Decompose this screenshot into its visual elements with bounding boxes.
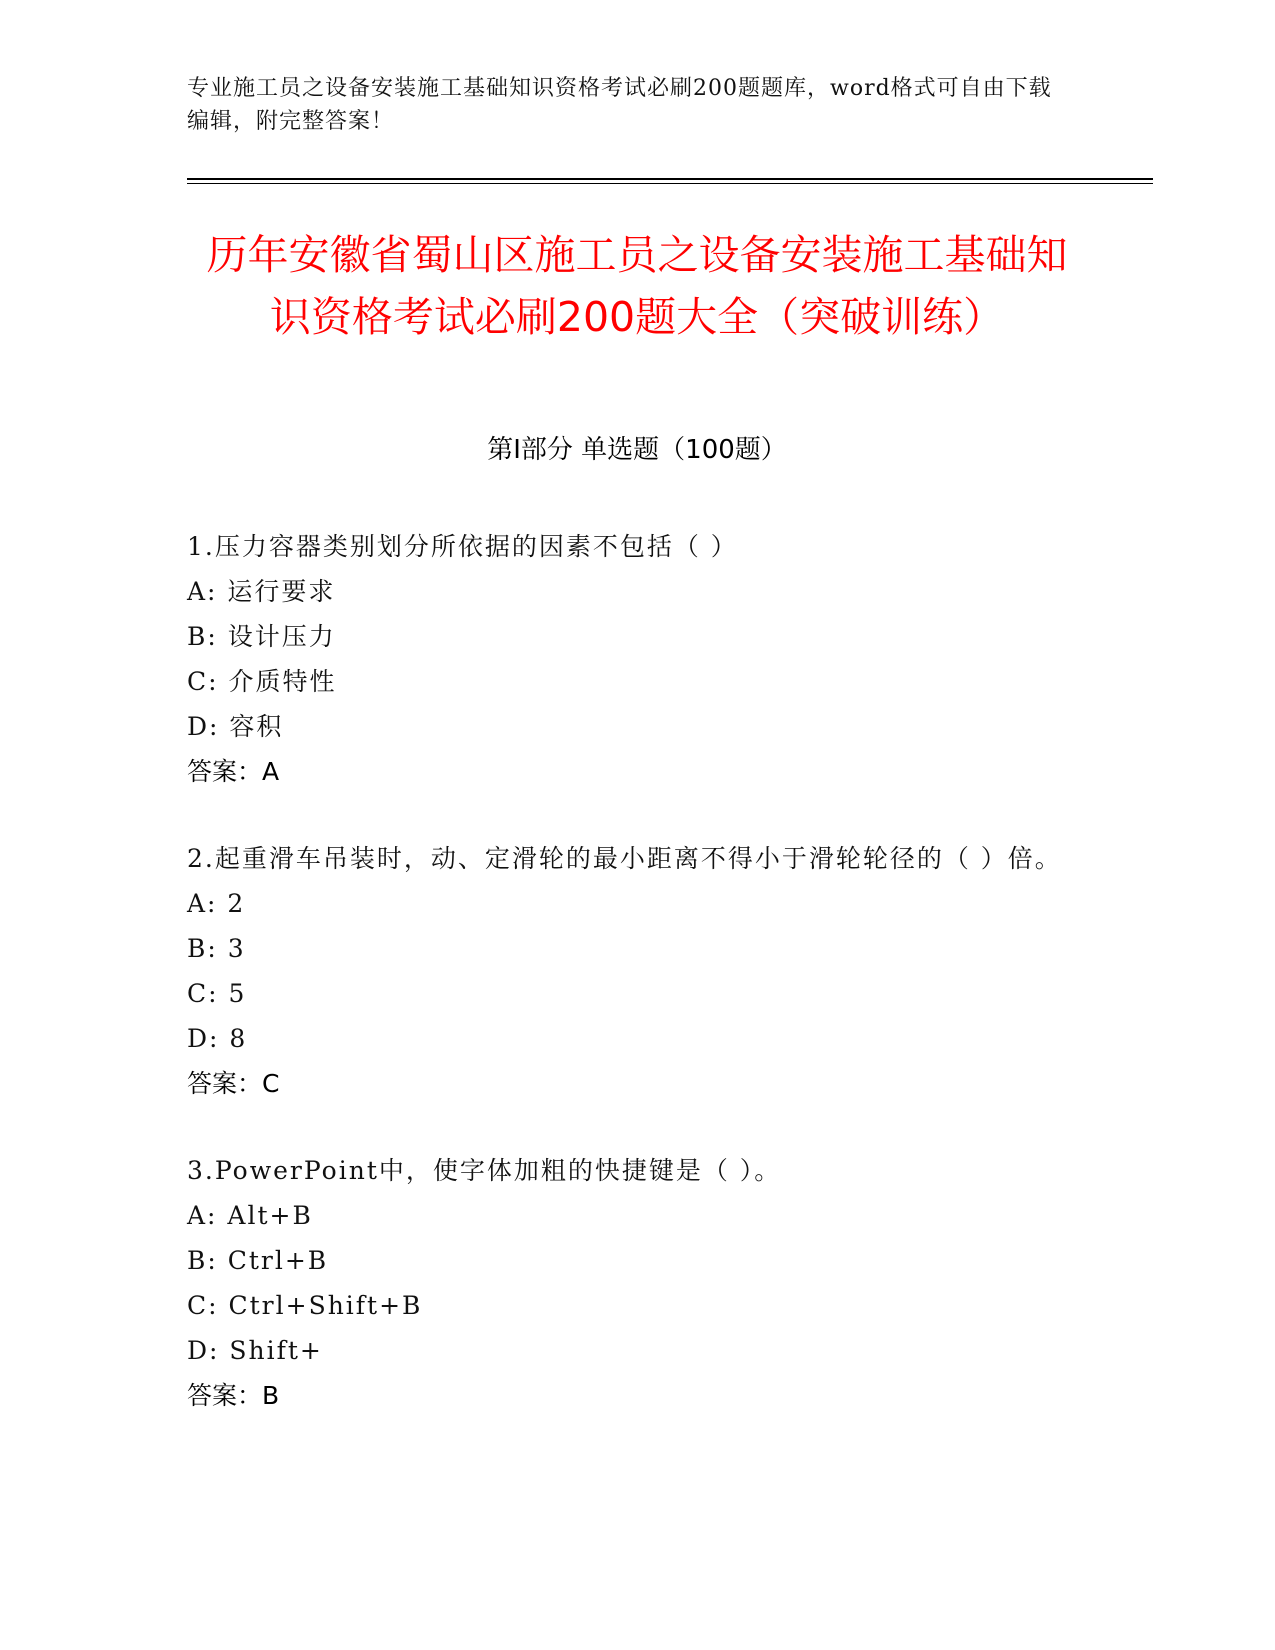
answer-line: 答案：A [187, 757, 280, 786]
question-1 [187, 524, 1067, 794]
header-divider-thin [187, 183, 1153, 184]
header-note: 专业施工员之设备安装施工基础知识资格考试必刷200题题库，word格式可自由下载编辑，附完整答案！ [187, 76, 1052, 134]
option-c: C: 5 [187, 979, 247, 1008]
section-title: 第Ⅰ部分 单选题（100题） [487, 435, 787, 465]
question-stem: 3.PowerPoint中，使字体加粗的快捷键是（ ）。 [187, 1156, 782, 1185]
option-c: C: 介质特性 [187, 667, 337, 696]
question-list [187, 524, 1067, 1460]
question-2 [187, 836, 1067, 1106]
option-b: B: 3 [187, 934, 246, 963]
option-a: A: Alt+B [187, 1201, 313, 1230]
option-a: A: 运行要求 [187, 577, 336, 606]
option-b: B: 设计压力 [187, 622, 336, 651]
option-a: A: 2 [187, 889, 246, 918]
document-title: 历年安徽省蜀山区施工员之设备安装施工基础知识资格考试必刷200题大全（突破训练） [206, 231, 1068, 341]
question-stem: 1.压力容器类别划分所依据的因素不包括（ ） [187, 532, 738, 561]
question-stem: 2.起重滑车吊装时，动、定滑轮的最小距离不得小于滑轮轮径的（ ）倍。 [187, 844, 1062, 873]
option-c: C: Ctrl+Shift+B [187, 1291, 423, 1320]
question-3 [187, 1148, 1067, 1418]
option-d: D: Shift+ [187, 1336, 323, 1365]
answer-line: 答案：B [187, 1381, 280, 1410]
answer-line: 答案：C [187, 1069, 280, 1098]
option-d: D: 8 [187, 1024, 248, 1053]
option-d: D: 容积 [187, 712, 284, 741]
header-divider-thick [187, 178, 1153, 180]
option-b: B: Ctrl+B [187, 1246, 329, 1275]
